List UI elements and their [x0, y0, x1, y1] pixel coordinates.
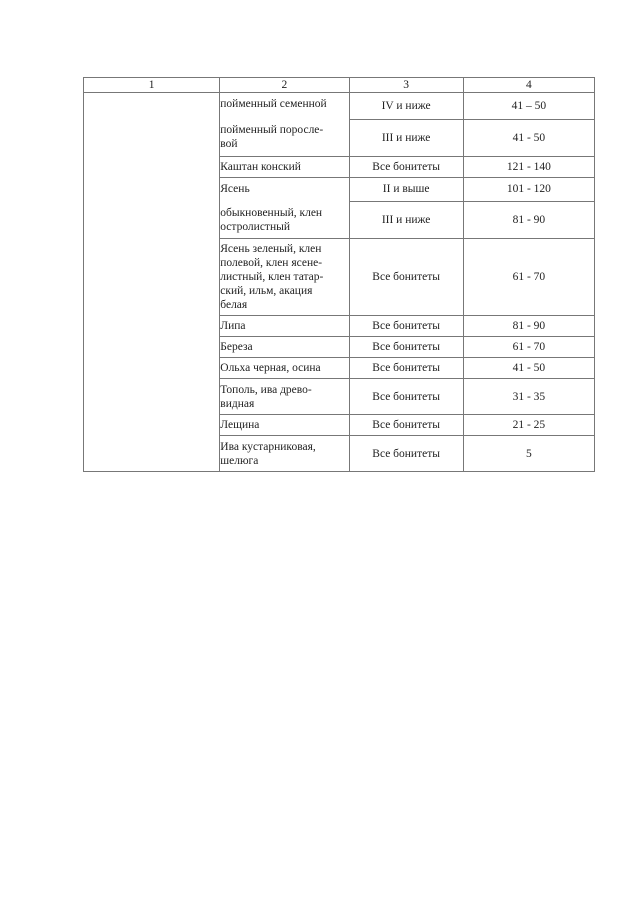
- species-cell: Ива кустарниковая, шелюга: [220, 436, 349, 472]
- bonitet-cell: Все бонитеты: [349, 337, 463, 358]
- column-header-4: 4: [463, 78, 594, 93]
- bonitet-cell: IV и ниже: [349, 93, 463, 120]
- age-cell: 61 - 70: [463, 239, 594, 316]
- bonitet-cell: II и выше: [349, 177, 463, 202]
- age-cell: 41 - 50: [463, 119, 594, 156]
- bonitet-cell: Все бонитеты: [349, 358, 463, 379]
- column-header-3: 3: [349, 78, 463, 93]
- age-cell: 61 - 70: [463, 337, 594, 358]
- species-cell: Липа: [220, 316, 349, 337]
- bonitet-cell: III и ниже: [349, 202, 463, 239]
- species-cell: Ясень зеленый, клен полевой, клен ясене- листный, клен татар- ский, ильм, акация белая: [220, 239, 349, 316]
- table-row: [84, 93, 595, 120]
- species-cell: пойменный семенной: [220, 93, 349, 120]
- bonitet-cell: Все бонитеты: [349, 379, 463, 415]
- species-cell: Лещина: [220, 415, 349, 436]
- bonitet-cell: Все бонитеты: [349, 239, 463, 316]
- age-cell: 5: [463, 436, 594, 472]
- species-cell: Береза: [220, 337, 349, 358]
- bonitet-cell: III и ниже: [349, 119, 463, 156]
- bonitet-cell: Все бонитеты: [349, 316, 463, 337]
- forest-age-table: [83, 77, 595, 472]
- column-header-2: 2: [220, 78, 349, 93]
- species-cell: Ясень: [220, 177, 349, 202]
- age-cell: 41 – 50: [463, 93, 594, 120]
- bonitet-cell: Все бонитеты: [349, 415, 463, 436]
- bonitet-cell: Все бонитеты: [349, 436, 463, 472]
- species-cell: Тополь, ива древо- видная: [220, 379, 349, 415]
- age-cell: 31 - 35: [463, 379, 594, 415]
- age-cell: 21 - 25: [463, 415, 594, 436]
- age-cell: 41 - 50: [463, 358, 594, 379]
- species-cell: Каштан конский: [220, 156, 349, 177]
- age-cell: 81 - 90: [463, 202, 594, 239]
- age-cell: 121 - 140: [463, 156, 594, 177]
- bonitet-cell: Все бонитеты: [349, 156, 463, 177]
- column-1-empty-cell: [84, 93, 220, 472]
- species-cell: обыкновенный, клен остролистный: [220, 202, 349, 239]
- species-cell: Ольха черная, осина: [220, 358, 349, 379]
- age-cell: 81 - 90: [463, 316, 594, 337]
- table-header: [84, 78, 595, 93]
- age-cell: 101 - 120: [463, 177, 594, 202]
- species-cell: пойменный поросле- вой: [220, 119, 349, 156]
- column-header-1: 1: [84, 78, 220, 93]
